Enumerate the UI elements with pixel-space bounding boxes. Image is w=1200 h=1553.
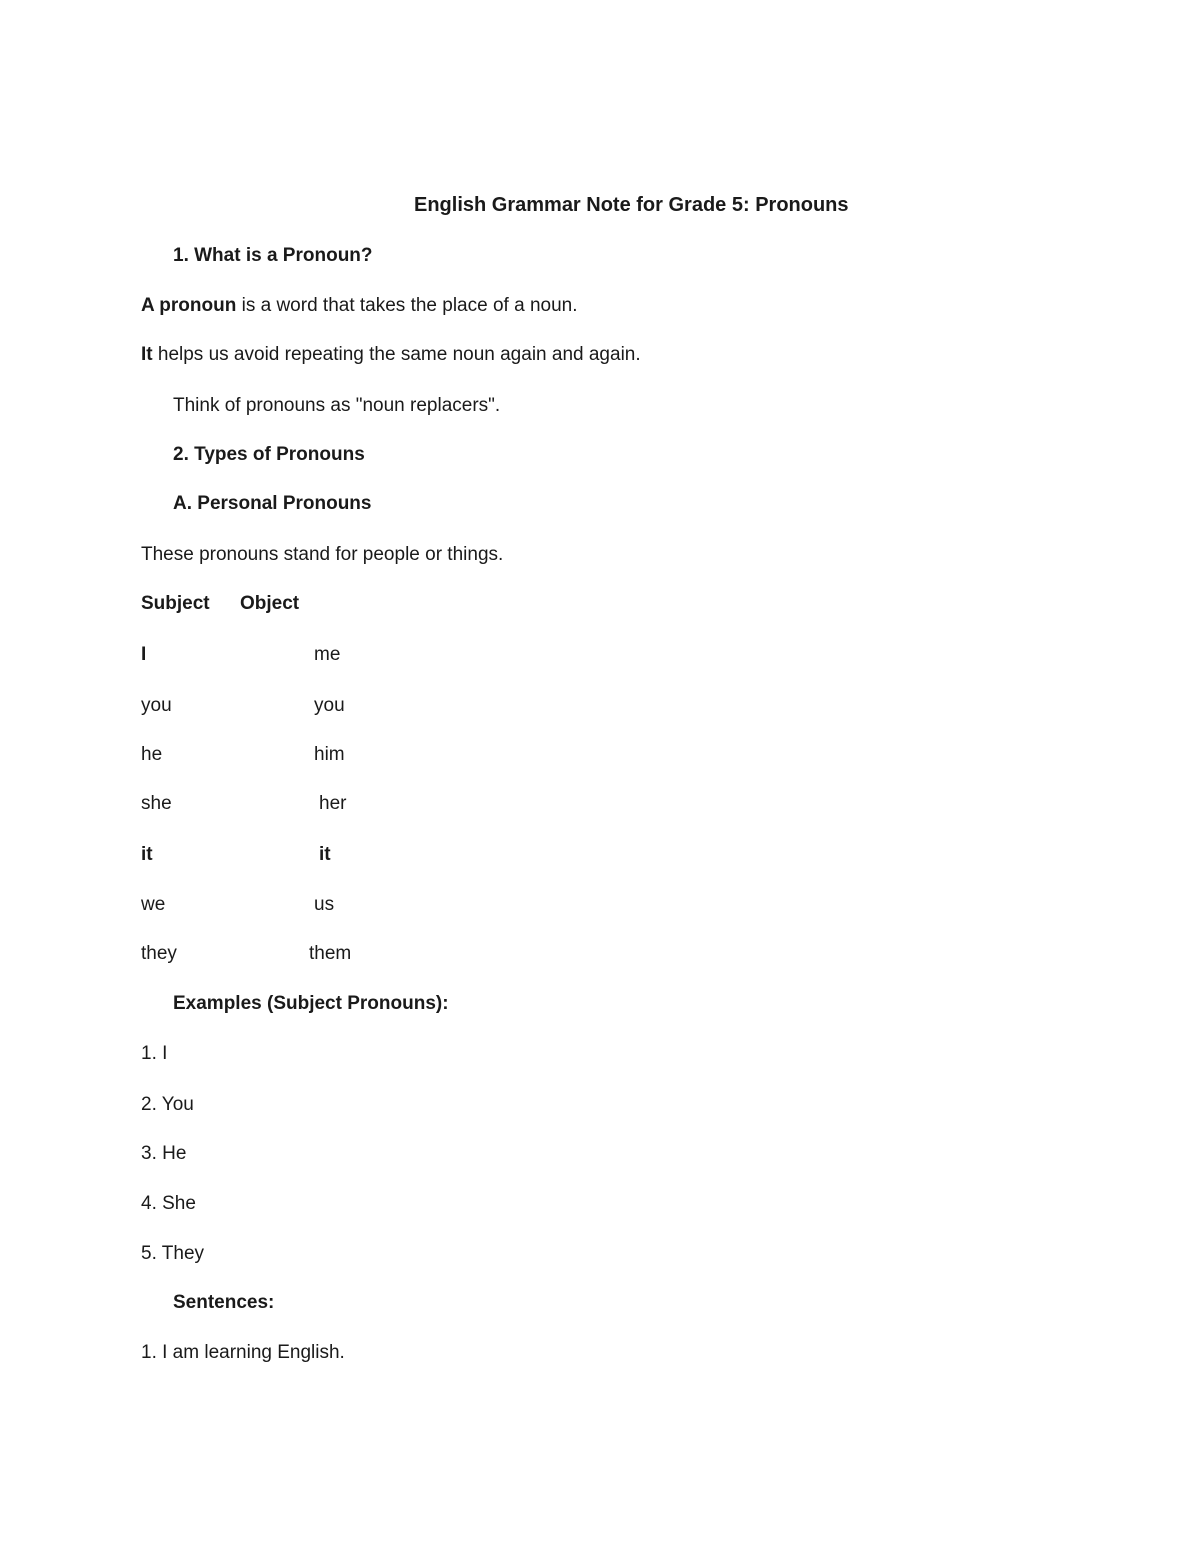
table-cell-subject: they [141,943,177,964]
purpose-term: It [141,344,153,365]
personal-pronouns-intro: These pronouns stand for people or things. [141,544,504,565]
purpose-text: helps us avoid repeating the same noun again and again. [152,344,641,365]
table-cell-subject: he [141,744,163,765]
definition-paragraph [141,294,577,318]
table-cell-subject: you [141,695,172,716]
table-cell-object: us [314,894,335,915]
table-cell-object: it [319,844,331,865]
table-cell-object: them [309,943,352,964]
example-item: 3. He [141,1143,187,1164]
definition-term: A pronoun [141,295,237,316]
table-cell-object: you [314,695,345,716]
table-cell-subject: we [141,894,166,915]
example-item: 4. She [141,1193,196,1214]
section-heading-types: 2. Types of Pronouns [173,444,365,465]
table-header-subject: Subject [141,593,210,614]
example-item: 1. I [141,1043,168,1064]
table-cell-object: her [319,793,347,814]
example-item: 5. They [141,1243,205,1264]
sentence-item: 1. I am learning English. [141,1342,345,1363]
section-heading-what-is-pronoun: 1. What is a Pronoun? [173,245,373,266]
table-cell-subject: she [141,793,172,814]
subheading-personal-pronouns: A. Personal Pronouns [173,493,372,514]
examples-heading: Examples (Subject Pronouns): [173,993,449,1014]
definition-text: is a word that takes the place of a noun. [236,295,578,316]
sentences-heading: Sentences: [173,1292,275,1313]
table-cell-object: me [314,644,341,665]
table-cell-object: him [314,744,345,765]
table-cell-subject: it [141,844,153,865]
table-cell-subject: I [141,644,147,665]
tip-paragraph: Think of pronouns as "noun replacers". [173,395,501,416]
document-title: English Grammar Note for Grade 5: Pronouns [414,194,849,216]
example-item: 2. You [141,1094,194,1115]
table-header-object: Object [240,593,300,614]
purpose-paragraph [141,343,641,367]
